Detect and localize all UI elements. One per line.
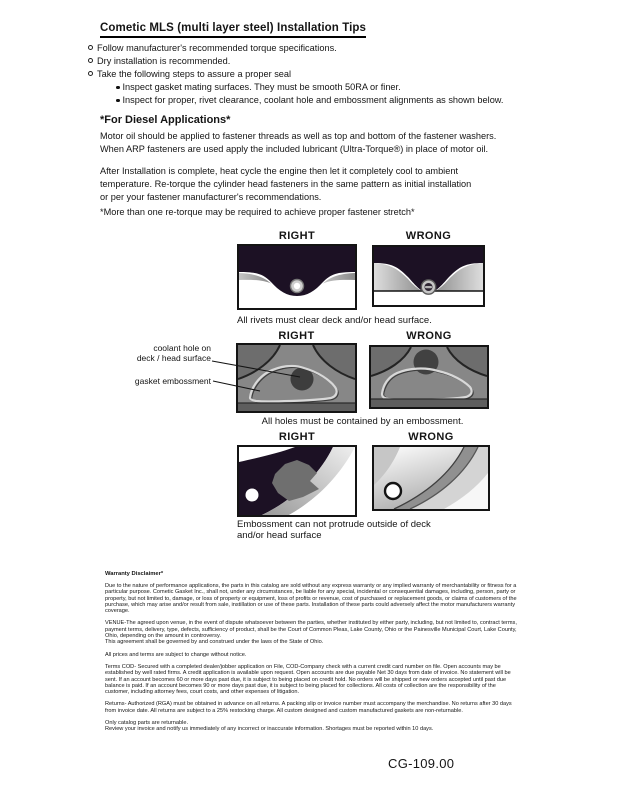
tip-text: Inspect for proper, rivet clearance, coolant hole and embossment alignments as shown below. bbox=[122, 95, 504, 105]
diagram3-caption bbox=[237, 519, 431, 541]
diesel-paragraph-1 bbox=[100, 130, 496, 156]
circle-bullet-icon bbox=[88, 45, 93, 50]
tip-item bbox=[88, 42, 503, 55]
paragraph-line: or per your fastener manufacturer's recommendations. bbox=[100, 192, 322, 202]
caption-line: Embossment can not protrude outside of deck bbox=[237, 519, 431, 530]
disclaimer-paragraph: Review your invoice and notify us immediately of any incorrect or inaccurate information. Shortages must be reported within 10 days. bbox=[105, 726, 434, 733]
circle-bullet-icon bbox=[88, 58, 93, 63]
paragraph-line: Motor oil should be applied to fastener threads as well as top and bottom of the fastener washers. bbox=[100, 131, 497, 141]
caption-line: and/or head surface bbox=[237, 530, 322, 541]
tip-text: Take the following steps to assure a proper seal bbox=[97, 69, 292, 79]
tip-text: Dry installation is recommended. bbox=[97, 56, 231, 66]
rivet-clearance-right-graphic bbox=[239, 246, 355, 308]
disclaimer-heading: Warranty Disclaimer* bbox=[105, 571, 164, 577]
tip-subitem bbox=[116, 81, 503, 94]
dot-bullet-icon bbox=[116, 86, 120, 90]
paragraph-line: temperature. Re-torque the cylinder head fasteners in the same pattern as initial installation bbox=[100, 179, 472, 189]
tip-subitem bbox=[116, 94, 503, 107]
bolt-hole bbox=[385, 483, 401, 499]
diagram1-right-label: RIGHT bbox=[278, 230, 316, 242]
disclaimer-paragraph: All prices and terms are subject to change without notice. bbox=[105, 651, 247, 658]
disclaimer-paragraph: This agreement shall be governed by and construed under the laws of the State of Ohio. bbox=[105, 639, 324, 646]
diagram3-right-image bbox=[237, 445, 357, 517]
diagram1-right-image bbox=[237, 244, 357, 310]
coolant-hole-annotation bbox=[95, 343, 211, 363]
diesel-paragraph-2 bbox=[100, 165, 471, 204]
diagram3-right-label: RIGHT bbox=[278, 431, 316, 443]
diagram2-right-label: RIGHT bbox=[278, 330, 315, 342]
diagram2-wrong-label: WRONG bbox=[406, 330, 452, 342]
page-title: Cometic MLS (multi layer steel) Installation Tips bbox=[100, 22, 366, 38]
tip-text: Follow manufacturer's recommended torque specifications. bbox=[97, 43, 337, 53]
annotation-line: coolant hole on bbox=[153, 343, 211, 353]
tip-item bbox=[88, 68, 503, 81]
embossment-wrong-graphic bbox=[371, 347, 487, 407]
diagram1-wrong-image bbox=[372, 245, 485, 307]
paragraph-line: After Installation is complete, heat cycle the engine then let it completely cool to ambient bbox=[100, 166, 458, 176]
disclaimer-paragraph: Due to the nature of performance applications, the parts in this catalog are sold without any express warranty or any implied warranty of merchantability or fitness for a particular purpose. Cometic Gasket Inc., shall not, under any circumstances, be liable for any special, incidental or consequential damages, including, person, party or property, but not limited to, damage, or loss of property or equipment, loss of profits or revenue, cost of purchased or replacement goods, or claims of customers of the purchase, which may arise and/or result from sale, instillation or use of these parts. Installation of these parts could adversely affect the motor manufacturers warranty coverage. bbox=[105, 583, 517, 615]
diagram2-wrong-image bbox=[369, 345, 489, 409]
protrusion-wrong-graphic bbox=[374, 447, 488, 509]
protrusion-right-graphic bbox=[239, 447, 355, 515]
warranty-disclaimer bbox=[105, 571, 518, 733]
annotation-leader-lines bbox=[205, 350, 315, 400]
bolt-hole bbox=[246, 489, 259, 502]
disclaimer-paragraph: Terms COD- Secured with a completed dealer/jobber application on File, COD-Company check with a current credit card number on file. Open accounts may be established by well rated firms. A credit application is available upon request. Open accounts are due payable Net 30 days from date of invoice. No statement will be sent. If an account becomes 60 or more days past due, it is subject to being placed on credit hold. No orders will be shipped or new orders accepted until past due balance is paid. If an account becomes 90 or more days past due, it is subject to being placed for collections. All costs of collection are the responsibility of the customer, including attorney fees, court costs, and other expenses of litigation. bbox=[105, 663, 511, 696]
diagram3-wrong-image bbox=[372, 445, 490, 511]
diagram3-wrong-label: WRONG bbox=[408, 431, 454, 443]
disclaimer-paragraph: Only catalog parts are returnable. bbox=[105, 720, 189, 727]
diagram2-caption: All holes must be contained by an embossment. bbox=[261, 416, 464, 427]
tip-text: Inspect gasket mating surfaces. They must be smooth 50RA or finer. bbox=[122, 82, 401, 92]
diesel-heading: *For Diesel Applications* bbox=[100, 114, 231, 126]
dot-bullet-icon bbox=[116, 99, 120, 103]
circle-bullet-icon bbox=[88, 71, 93, 76]
tip-item bbox=[88, 55, 503, 68]
retorque-note: *More than one re-torque may be required to achieve proper fastener stretch* bbox=[100, 207, 415, 217]
rivet-clearance-wrong-graphic bbox=[374, 247, 483, 305]
paragraph-line: When ARP fasteners are used apply the included lubricant (Ultra-Torque®) in place of motor oil. bbox=[100, 144, 489, 154]
installation-tips-list bbox=[88, 42, 503, 107]
disclaimer-paragraph: Returns- Authorized (RGA) must be obtained in advance on all returns. A packing slip or invoice number must accompany the merchandise. No returns after 30 days from invoice date. All returns are subject to a 25% restocking charge. All custom designed and custom manufactured gaskets are non-returnable. bbox=[105, 701, 512, 714]
disclaimer-paragraph: VENUE-The agreed upon venue, in the event of dispute whatsoever between the parties, whether instituted by either party, including, but not limited to, contract terms, payment terms, delivery, type, defects, sufficiency of product, shall be the Court of Common Pleas, Lake County, Ohio or the Painesville Municipal Court, Lake County, Ohio, depending on the amount in controversy. bbox=[105, 620, 517, 640]
diagram1-wrong-label: WRONG bbox=[405, 230, 452, 242]
diagram1-caption: All rivets must clear deck and/or head surface. bbox=[237, 315, 432, 326]
page-code: CG-109.00 bbox=[388, 756, 455, 771]
annotation-line: deck / head surface bbox=[136, 353, 211, 363]
gasket-embossment-annotation: gasket embossment bbox=[134, 376, 211, 386]
